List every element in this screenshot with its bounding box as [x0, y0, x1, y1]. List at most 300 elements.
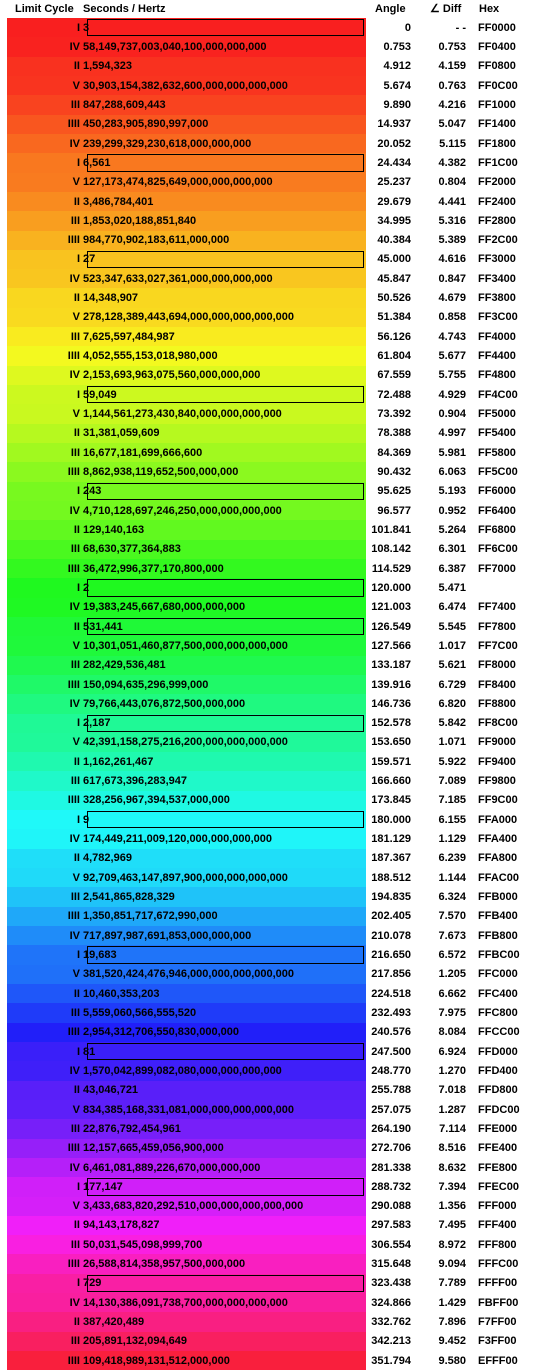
angle-cell: 297.583	[371, 1219, 411, 1232]
seconds-hertz-cell: 1,144,561,273,430,840,000,000,000,000	[83, 408, 282, 421]
table-header	[0, 0, 536, 18]
limit-cycle-cell: V	[72, 79, 80, 92]
hex-cell: FFF400	[478, 1219, 517, 1232]
angle-diff-cell: 1.071	[438, 736, 466, 749]
seconds-hertz-cell: 6,561	[83, 156, 111, 169]
seconds-hertz-cell: 14,348,907	[83, 292, 139, 305]
angle-cell: 25.237	[377, 176, 411, 189]
angle-diff-cell: 9.452	[438, 1335, 466, 1348]
color-bar	[7, 887, 366, 906]
limit-cycle-cell: I	[76, 949, 80, 962]
hex-cell: F3FF00	[478, 1335, 517, 1348]
seconds-hertz-cell: 3,486,784,401	[83, 195, 154, 208]
hex-cell: FFBC00	[478, 949, 520, 962]
table-row	[0, 810, 536, 829]
seconds-hertz-cell: 22,876,792,454,961	[83, 1122, 181, 1135]
color-bar	[7, 482, 366, 501]
limit-cycle-cell: IV	[69, 1161, 80, 1174]
hex-cell: FF0C00	[478, 79, 518, 92]
table-row	[0, 1003, 536, 1022]
seconds-hertz-cell: 19,383,245,667,680,000,000,000	[83, 601, 246, 614]
hex-cell: FFFC00	[478, 1258, 519, 1271]
color-bar	[7, 656, 366, 675]
angle-cell: 180.000	[371, 813, 411, 826]
angle-diff-cell: 1.356	[438, 1200, 466, 1213]
angle-diff-cell: 4.997	[438, 427, 466, 440]
table-row	[0, 1293, 536, 1312]
color-bar	[7, 1312, 366, 1331]
angle-diff-cell: 7.089	[438, 775, 466, 788]
limit-cycle-cell: I	[76, 21, 80, 34]
seconds-hertz-cell: 6,461,081,889,226,670,000,000,000	[83, 1161, 261, 1174]
angle-cell: 114.529	[371, 562, 411, 575]
limit-cycle-cell: I	[76, 717, 80, 730]
hex-cell: FFB800	[478, 929, 518, 942]
angle-cell: 173.845	[371, 794, 411, 807]
limit-cycle-cell: I	[76, 388, 80, 401]
limit-cycle-cell: III	[70, 543, 80, 556]
hex-cell: FF0800	[478, 60, 516, 73]
limit-cycle-cell: II	[73, 195, 80, 208]
seconds-hertz-cell: 174,449,211,009,120,000,000,000,000	[83, 833, 273, 846]
color-bar	[7, 288, 366, 307]
angle-diff-cell: 8.972	[438, 1238, 466, 1251]
hex-cell: FFCC00	[478, 1026, 520, 1039]
angle-diff-cell: 4.929	[438, 388, 466, 401]
limit-cycle-cell: II	[73, 987, 80, 1000]
seconds-hertz-cell: 81	[83, 1045, 96, 1058]
seconds-hertz-cell: 2,541,865,828,329	[83, 891, 175, 904]
color-bar	[7, 714, 366, 733]
angle-cell: 133.187	[371, 659, 411, 672]
table-row	[0, 1351, 536, 1370]
angle-diff-cell: 7.673	[438, 929, 466, 942]
angle-cell: 281.338	[371, 1161, 411, 1174]
angle-diff-cell: 5.755	[438, 369, 466, 382]
seconds-hertz-cell: 1,350,851,717,672,990,000	[83, 910, 218, 923]
seconds-hertz-cell: 16,677,181,699,666,600	[83, 446, 203, 459]
hex-cell: FFD000	[478, 1045, 518, 1058]
angle-cell: 247.500	[371, 1045, 411, 1058]
limit-cycle-cell: IIII	[67, 910, 80, 923]
table-row	[0, 1216, 536, 1235]
hex-cell: FF4000	[478, 330, 516, 343]
hex-cell: FF4400	[478, 350, 516, 363]
table-row	[0, 231, 536, 250]
color-bar	[7, 617, 366, 636]
angle-diff-cell: 1.287	[438, 1103, 466, 1116]
table-row	[0, 250, 536, 269]
hex-cell: FFE800	[478, 1161, 518, 1174]
hex-cell: FF8C00	[478, 717, 518, 730]
table-row	[0, 559, 536, 578]
angle-diff-cell: 6.387	[438, 562, 466, 575]
hex-cell: FF3800	[478, 292, 516, 305]
hex-cell: FF7800	[478, 620, 516, 633]
table-row	[0, 443, 536, 462]
seconds-hertz-cell: 387,420,489	[83, 1316, 145, 1329]
table-row	[0, 656, 536, 675]
angle-cell: 240.576	[371, 1026, 411, 1039]
angle-cell: 257.075	[371, 1103, 411, 1116]
limit-cycle-cell: I	[76, 1277, 80, 1290]
seconds-hertz-cell: 2,954,312,706,550,830,000,000	[83, 1026, 239, 1039]
hex-cell: FF8800	[478, 697, 516, 710]
angle-diff-cell: 0.804	[438, 176, 466, 189]
angle-cell: 72.488	[377, 388, 411, 401]
hex-cell: FF8400	[478, 678, 516, 691]
hex-cell: FF5C00	[478, 466, 518, 479]
highlight-box	[87, 1178, 364, 1195]
angle-diff-cell: 6.729	[438, 678, 466, 691]
seconds-hertz-cell: 177,147	[83, 1180, 123, 1193]
angle-diff-cell: 6.063	[438, 466, 466, 479]
table-row	[0, 598, 536, 617]
limit-cycle-cell: IIII	[67, 466, 80, 479]
hex-cell: F7FF00	[478, 1316, 517, 1329]
hex-cell: FF9000	[478, 736, 516, 749]
angle-diff-cell: 8.632	[438, 1161, 466, 1174]
limit-cycle-cell: V	[72, 639, 80, 652]
angle-cell: 120.000	[371, 581, 411, 594]
angle-diff-cell: 9.094	[438, 1258, 466, 1271]
hex-cell: FF1400	[478, 118, 516, 131]
table-row	[0, 733, 536, 752]
hex-cell: FFC000	[478, 968, 518, 981]
angle-cell: 264.190	[371, 1122, 411, 1135]
angle-diff-cell: 1.017	[438, 639, 466, 652]
angle-cell: 61.804	[377, 350, 411, 363]
angle-cell: 159.571	[371, 755, 411, 768]
angle-diff-cell: 4.616	[438, 253, 466, 266]
limit-cycle-cell: IV	[69, 504, 80, 517]
limit-cycle-cell: IIII	[67, 1258, 80, 1271]
color-bar	[7, 520, 366, 539]
seconds-hertz-cell: 59,049	[83, 388, 117, 401]
hex-cell: FFF800	[478, 1238, 517, 1251]
angle-diff-cell: - -	[455, 21, 466, 34]
color-bar	[7, 424, 366, 443]
table-row	[0, 192, 536, 211]
limit-cycle-cell: V	[72, 408, 80, 421]
angle-diff-cell: 7.018	[438, 1084, 466, 1097]
seconds-hertz-cell: 36,472,996,377,170,800,000	[83, 562, 224, 575]
table-row	[0, 18, 536, 37]
angle-diff-cell: 6.572	[438, 949, 466, 962]
seconds-hertz-cell: 14,130,386,091,738,700,000,000,000,000	[83, 1296, 288, 1309]
limit-cycle-cell: II	[73, 292, 80, 305]
hex-cell: FFE400	[478, 1142, 518, 1155]
table-row	[0, 1274, 536, 1293]
color-bar	[7, 1177, 366, 1196]
limit-cycle-cell: III	[70, 1122, 80, 1135]
limit-cycle-cell: III	[70, 330, 80, 343]
limit-cycle-cell: II	[73, 852, 80, 865]
angle-diff-cell: 6.820	[438, 697, 466, 710]
seconds-hertz-cell: 10,460,353,203	[83, 987, 160, 1000]
highlight-box	[87, 1275, 364, 1292]
table-row	[0, 1061, 536, 1080]
seconds-hertz-cell: 450,283,905,890,997,000	[83, 118, 209, 131]
angle-diff-cell: 5.621	[438, 659, 466, 672]
seconds-hertz-cell: 58,149,737,003,040,100,000,000,000	[83, 40, 267, 53]
hex-cell: FFC400	[478, 987, 518, 1000]
angle-diff-cell: 5.316	[438, 214, 466, 227]
table-row	[0, 501, 536, 520]
angle-diff-cell: 5.677	[438, 350, 466, 363]
seconds-hertz-cell: 328,256,967,394,537,000,000	[83, 794, 230, 807]
table-row	[0, 308, 536, 327]
table-row	[0, 288, 536, 307]
table-row	[0, 984, 536, 1003]
angle-cell: 188.512	[371, 871, 411, 884]
angle-diff-cell: 1.129	[438, 833, 466, 846]
angle-cell: 14.937	[377, 118, 411, 131]
angle-diff-cell: 0.763	[438, 79, 466, 92]
limit-cycle-cell: I	[76, 253, 80, 266]
header-angle: Angle	[375, 3, 406, 15]
angle-diff-cell: 5.545	[438, 620, 466, 633]
angle-cell: 351.794	[371, 1354, 411, 1367]
limit-cycle-cell: V	[72, 871, 80, 884]
limit-cycle-cell: IIII	[67, 1026, 80, 1039]
color-bar	[7, 849, 366, 868]
header-limit-cycle: Limit Cycle	[15, 3, 74, 15]
angle-cell: 56.126	[377, 330, 411, 343]
table-row	[0, 1100, 536, 1119]
seconds-hertz-cell: 79,766,443,076,872,500,000,000	[83, 697, 246, 710]
highlight-box	[87, 19, 364, 36]
hex-cell: FF6800	[478, 523, 516, 536]
hex-cell: FF6400	[478, 504, 516, 517]
limit-cycle-cell: II	[73, 620, 80, 633]
hex-cell: FF1C00	[478, 156, 518, 169]
angle-cell: 139.916	[371, 678, 411, 691]
limit-cycle-cell: II	[73, 523, 80, 536]
angle-cell: 248.770	[371, 1064, 411, 1077]
angle-diff-cell: 6.474	[438, 601, 466, 614]
angle-diff-cell: 5.115	[439, 137, 466, 150]
hex-cell: FF1000	[478, 98, 516, 111]
angle-cell: 217.856	[371, 968, 411, 981]
angle-diff-cell: 6.301	[438, 543, 466, 556]
angle-cell: 152.578	[371, 717, 411, 730]
limit-cycle-cell: I	[76, 156, 80, 169]
table-row	[0, 1254, 536, 1273]
color-bar	[7, 153, 366, 172]
seconds-hertz-cell: 2,153,693,963,075,560,000,000,000	[83, 369, 261, 382]
seconds-hertz-cell: 531,441	[83, 620, 123, 633]
hex-cell: FF7C00	[478, 639, 518, 652]
angle-cell: 0.753	[383, 40, 411, 53]
color-bar	[7, 1216, 366, 1235]
angle-cell: 90.432	[377, 466, 411, 479]
color-bar	[7, 95, 366, 114]
angle-diff-cell: 7.789	[438, 1277, 466, 1290]
seconds-hertz-cell: 27	[83, 253, 96, 266]
limit-cycle-cell: V	[72, 1200, 80, 1213]
limit-cycle-cell: III	[70, 214, 80, 227]
angle-cell: 153.650	[371, 736, 411, 749]
seconds-hertz-cell: 42,391,158,275,216,200,000,000,000,000	[83, 736, 288, 749]
angle-diff-cell: 5.264	[438, 523, 466, 536]
limit-cycle-cell: III	[70, 1238, 80, 1251]
seconds-hertz-cell: 4,710,128,697,246,250,000,000,000,000	[83, 504, 282, 517]
color-bar	[7, 250, 366, 269]
angle-cell: 45.847	[377, 272, 411, 285]
seconds-hertz-cell: 523,347,633,027,361,000,000,000,000	[83, 272, 273, 285]
hex-cell: FF2C00	[478, 234, 518, 247]
angle-cell: 9.890	[383, 98, 411, 111]
hex-cell: FF9800	[478, 775, 516, 788]
table-row	[0, 134, 536, 153]
angle-cell: 146.736	[371, 697, 411, 710]
limit-cycle-cell: V	[72, 176, 80, 189]
limit-cycle-cell: IIII	[67, 794, 80, 807]
angle-cell: 202.405	[371, 910, 411, 923]
angle-cell: 29.679	[377, 195, 411, 208]
limit-cycle-cell: IV	[69, 601, 80, 614]
angle-cell: 290.088	[371, 1200, 411, 1213]
seconds-hertz-cell: 94,143,178,827	[83, 1219, 160, 1232]
hex-cell: FF2400	[478, 195, 516, 208]
seconds-hertz-cell: 717,897,987,691,853,000,000,000	[83, 929, 252, 942]
table-row	[0, 269, 536, 288]
angle-cell: 323.438	[371, 1277, 411, 1290]
hex-cell: FF2800	[478, 214, 516, 227]
hex-cell: FFD800	[478, 1084, 518, 1097]
seconds-hertz-cell: 278,128,389,443,694,000,000,000,000,000	[83, 311, 295, 324]
angle-cell: 78.388	[377, 427, 411, 440]
seconds-hertz-cell: 239,299,329,230,618,000,000,000	[83, 137, 252, 150]
table-row	[0, 115, 536, 134]
hex-cell: FBFF00	[478, 1296, 519, 1309]
hex-cell: FFD400	[478, 1064, 518, 1077]
hex-cell: FF3C00	[478, 311, 518, 324]
angle-diff-cell: 8.516	[438, 1142, 466, 1155]
hex-cell: FF3400	[478, 272, 516, 285]
seconds-hertz-cell: 31,381,059,609	[83, 427, 160, 440]
limit-cycle-cell: IV	[69, 833, 80, 846]
seconds-hertz-cell: 2	[83, 581, 90, 594]
angle-diff-cell: 5.471	[438, 581, 466, 594]
seconds-hertz-cell: 3,433,683,820,292,510,000,000,000,000,000	[83, 1200, 304, 1213]
angle-diff-cell: 5.047	[438, 118, 466, 131]
angle-diff-cell: 4.159	[438, 60, 466, 73]
table-row	[0, 675, 536, 694]
highlight-box	[87, 715, 364, 732]
limit-cycle-cell: IIII	[67, 562, 80, 575]
table-row	[0, 1023, 536, 1042]
angle-cell: 127.566	[371, 639, 411, 652]
angle-diff-cell: 7.394	[438, 1180, 466, 1193]
color-bar	[7, 578, 366, 597]
hex-cell: FFE000	[478, 1122, 518, 1135]
angle-diff-cell: 4.382	[438, 156, 466, 169]
table-row	[0, 404, 536, 423]
angle-cell: 4.912	[383, 60, 411, 73]
hex-cell: FF5400	[478, 427, 516, 440]
angle-diff-cell: 5.389	[438, 234, 466, 247]
limit-cycle-cell: III	[70, 1006, 80, 1019]
hex-cell: FFA000	[478, 813, 518, 826]
table-row	[0, 1332, 536, 1351]
table-row	[0, 926, 536, 945]
angle-diff-cell: 0.753	[438, 40, 466, 53]
angle-cell: 96.577	[377, 504, 411, 517]
angle-diff-cell: 7.896	[438, 1316, 466, 1329]
angle-diff-cell: 8.084	[438, 1026, 466, 1039]
hex-cell: FF4C00	[478, 388, 518, 401]
table-row	[0, 173, 536, 192]
limit-cycle-cell: IIII	[67, 1142, 80, 1155]
color-bar	[7, 540, 366, 559]
table-row	[0, 752, 536, 771]
angle-cell: 108.142	[371, 543, 411, 556]
angle-cell: 95.625	[377, 485, 411, 498]
highlight-box	[87, 386, 364, 403]
table-row	[0, 385, 536, 404]
limit-cycle-cell: IV	[69, 137, 80, 150]
angle-cell: 40.384	[377, 234, 411, 247]
seconds-hertz-cell: 282,429,536,481	[83, 659, 166, 672]
table-row	[0, 849, 536, 868]
limit-cycle-cell: V	[72, 968, 80, 981]
table-row	[0, 95, 536, 114]
color-bar	[7, 810, 366, 829]
angle-diff-cell: 6.924	[438, 1045, 466, 1058]
angle-cell: 306.554	[371, 1238, 411, 1251]
table-row	[0, 37, 536, 56]
angle-cell: 224.518	[371, 987, 411, 1000]
hex-cell: FF9C00	[478, 794, 518, 807]
seconds-hertz-cell: 617,673,396,283,947	[83, 775, 187, 788]
angle-diff-cell: 0.847	[438, 272, 466, 285]
angle-diff-cell: 5.981	[438, 446, 466, 459]
limit-cycle-cell: II	[73, 1084, 80, 1097]
color-bar	[7, 1119, 366, 1138]
angle-diff-cell: 1.270	[438, 1064, 466, 1077]
seconds-hertz-cell: 984,770,902,183,611,000,000	[83, 234, 230, 247]
limit-cycle-cell: IIII	[67, 234, 80, 247]
hex-cell: FFAC00	[478, 871, 519, 884]
table-row	[0, 462, 536, 481]
seconds-hertz-cell: 10,301,051,460,877,500,000,000,000,000	[83, 639, 288, 652]
header-hex: Hex	[479, 3, 500, 15]
seconds-hertz-cell: 4,052,555,153,018,980,000	[83, 350, 218, 363]
limit-cycle-cell: II	[73, 60, 80, 73]
angle-cell: 232.493	[371, 1006, 411, 1019]
limit-cycle-cell: V	[72, 736, 80, 749]
hex-cell: FFFF00	[478, 1277, 518, 1290]
highlight-box	[87, 579, 364, 596]
angle-cell: 255.788	[371, 1084, 411, 1097]
highlight-box	[87, 251, 364, 268]
angle-cell: 67.559	[377, 369, 411, 382]
angle-cell: 332.762	[371, 1316, 411, 1329]
table-row	[0, 714, 536, 733]
table-row	[0, 578, 536, 597]
hex-cell: FFF000	[478, 1200, 517, 1213]
color-bar	[7, 385, 366, 404]
angle-cell: 324.866	[371, 1296, 411, 1309]
seconds-hertz-cell: 50,031,545,098,999,700	[83, 1238, 203, 1251]
limit-cycle-cell: IIII	[67, 118, 80, 131]
limit-cycle-cell: III	[70, 891, 80, 904]
hex-cell: FF7000	[478, 562, 516, 575]
seconds-hertz-cell: 729	[83, 1277, 102, 1290]
limit-cycle-cell: V	[72, 1103, 80, 1116]
